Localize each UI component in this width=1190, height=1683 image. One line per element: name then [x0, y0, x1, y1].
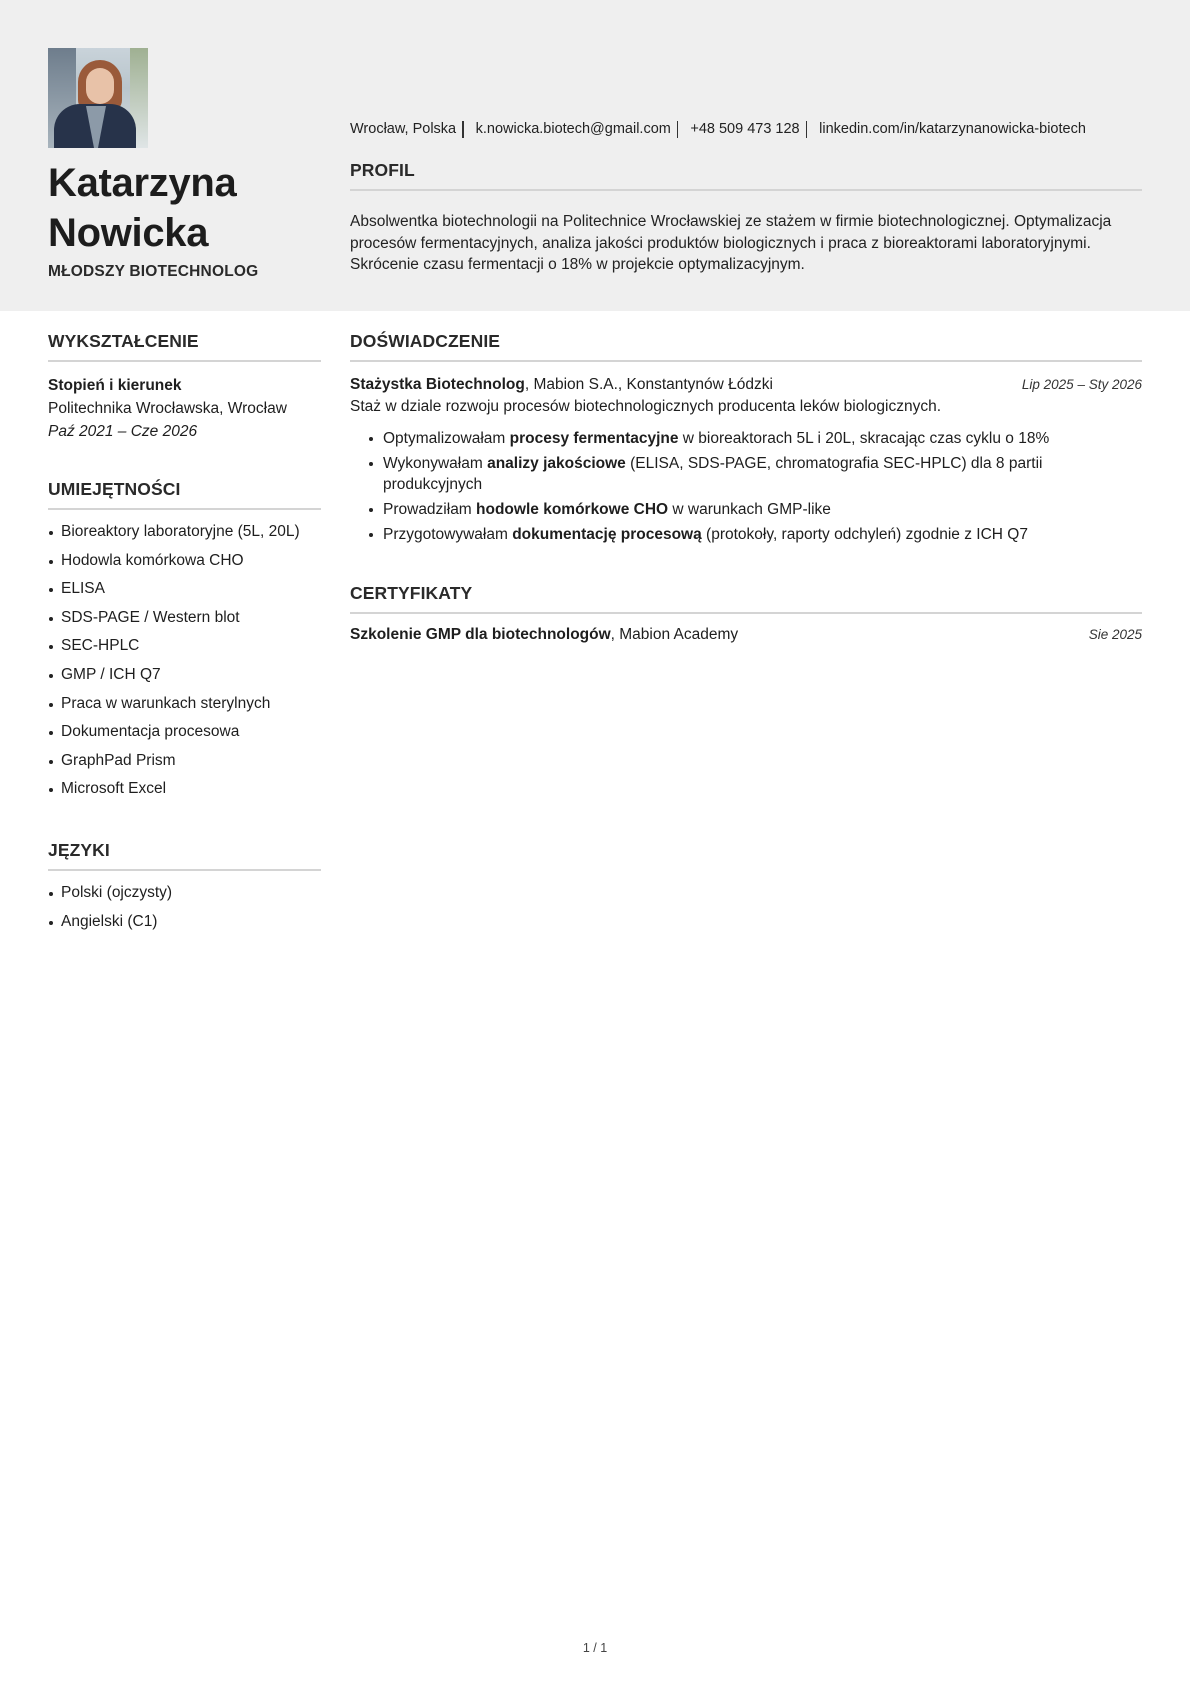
job-dates: Lip 2025 – Sty 2026 — [1021, 377, 1142, 392]
list-item: Prowadziłam hodowle komórkowe CHO w warunkach GMP-like — [367, 499, 1142, 520]
section-title-profile: PROFIL — [350, 160, 1142, 191]
section-title-certificates: CERTYFIKATY — [350, 583, 1142, 614]
certificate-name-issuer — [350, 626, 738, 644]
job-bullets — [350, 428, 1142, 545]
certificate-issuer: , Mabion Academy — [610, 626, 739, 643]
separator — [806, 121, 808, 138]
profile-text: Absolwentka biotechnologii na Politechnice Wrocławskiej ze stażem w firmie biotechnologicznej. Optymalizacja procesów fermentacyjnych, analiza jakości produktów biologicznych i praca z bioreaktorami laboratoryjnymi. Skrócenie czasu fermentacji o 18% w projekcie optymalizacyjnym. — [350, 213, 1112, 273]
right-column — [350, 331, 1142, 644]
contact-linkedin[interactable]: linkedin.com/in/katarzynanowicka-biotech — [819, 121, 1086, 137]
job-role: MŁODSZY BIOTECHNOLOG — [48, 263, 259, 280]
certificates-section — [350, 583, 1142, 644]
languages-list — [48, 879, 321, 936]
languages-section — [48, 840, 321, 936]
list-item: SEC-HPLC — [48, 632, 321, 661]
contact-info — [350, 119, 1086, 139]
separator — [462, 121, 464, 138]
list-item: ELISA — [48, 575, 321, 604]
separator — [677, 121, 679, 138]
contact-email[interactable]: k.nowicka.biotech@gmail.com — [475, 121, 671, 137]
list-item: Przygotowywałam dokumentację procesową (protokoły, raporty odchyleń) zgodnie z ICH Q7 — [367, 524, 1142, 545]
certificate-row — [350, 626, 1142, 644]
section-title-languages: JĘZYKI — [48, 840, 321, 871]
job-header — [350, 374, 1142, 396]
list-item: Microsoft Excel — [48, 775, 321, 804]
list-item: Optymalizowałam procesy fermentacyjne w bioreaktorach 5L i 20L, skracając czas cyklu o 18% — [367, 428, 1142, 449]
education-dates: Paź 2021 – Cze 2026 — [48, 423, 198, 440]
profile-photo — [48, 48, 148, 148]
list-item: SDS-PAGE / Western blot — [48, 604, 321, 633]
list-item: Angielski (C1) — [48, 908, 321, 937]
education-degree: Stopień i kierunek — [48, 377, 182, 394]
list-item: Polski (ojczysty) — [48, 879, 321, 908]
contact-phone[interactable]: +48 509 473 128 — [690, 121, 800, 137]
job-company: , Mabion S.A., Konstantynów Łódzki — [524, 376, 773, 393]
list-item: GraphPad Prism — [48, 747, 321, 776]
list-item: Praca w warunkach sterylnych — [48, 690, 321, 719]
list-item: Hodowla komórkowa CHO — [48, 547, 321, 576]
name-first: Katarzyna — [48, 161, 237, 205]
job-title-company — [350, 374, 773, 396]
list-item: Bioreaktory laboratoryjne (5L, 20L) — [48, 518, 321, 547]
page-number: 1 / 1 — [582, 1641, 608, 1655]
experience-section — [350, 331, 1142, 545]
skills-list — [48, 518, 321, 804]
candidate-name — [48, 158, 328, 258]
section-title-experience: DOŚWIADCZENIE — [350, 331, 1142, 362]
job-position: Stażystka Biotechnolog — [350, 376, 525, 393]
education-school: Politechnika Wrocławska, Wrocław — [48, 400, 287, 417]
section-title-education: WYKSZTAŁCENIE — [48, 331, 321, 362]
contact-location: Wrocław, Polska — [350, 121, 457, 137]
list-item: GMP / ICH Q7 — [48, 661, 321, 690]
certificate-date: Sie 2025 — [1088, 627, 1142, 642]
education-section — [48, 331, 321, 443]
list-item: Dokumentacja procesowa — [48, 718, 321, 747]
name-last: Nowicka — [48, 211, 209, 255]
profile-section — [350, 160, 1142, 276]
list-item: Wykonywałam analizy jakościowe (ELISA, SDS-PAGE, chromatografia SEC-HPLC) dla 8 partii produkcyjnych — [367, 453, 1142, 495]
section-title-skills: UMIEJĘTNOŚCI — [48, 479, 321, 510]
skills-section — [48, 479, 321, 804]
certificate-name: Szkolenie GMP dla biotechnologów — [350, 626, 611, 643]
left-column — [48, 331, 321, 936]
job-description: Staż w dziale rozwoju procesów biotechnologicznych producenta leków biologicznych. — [350, 398, 942, 415]
